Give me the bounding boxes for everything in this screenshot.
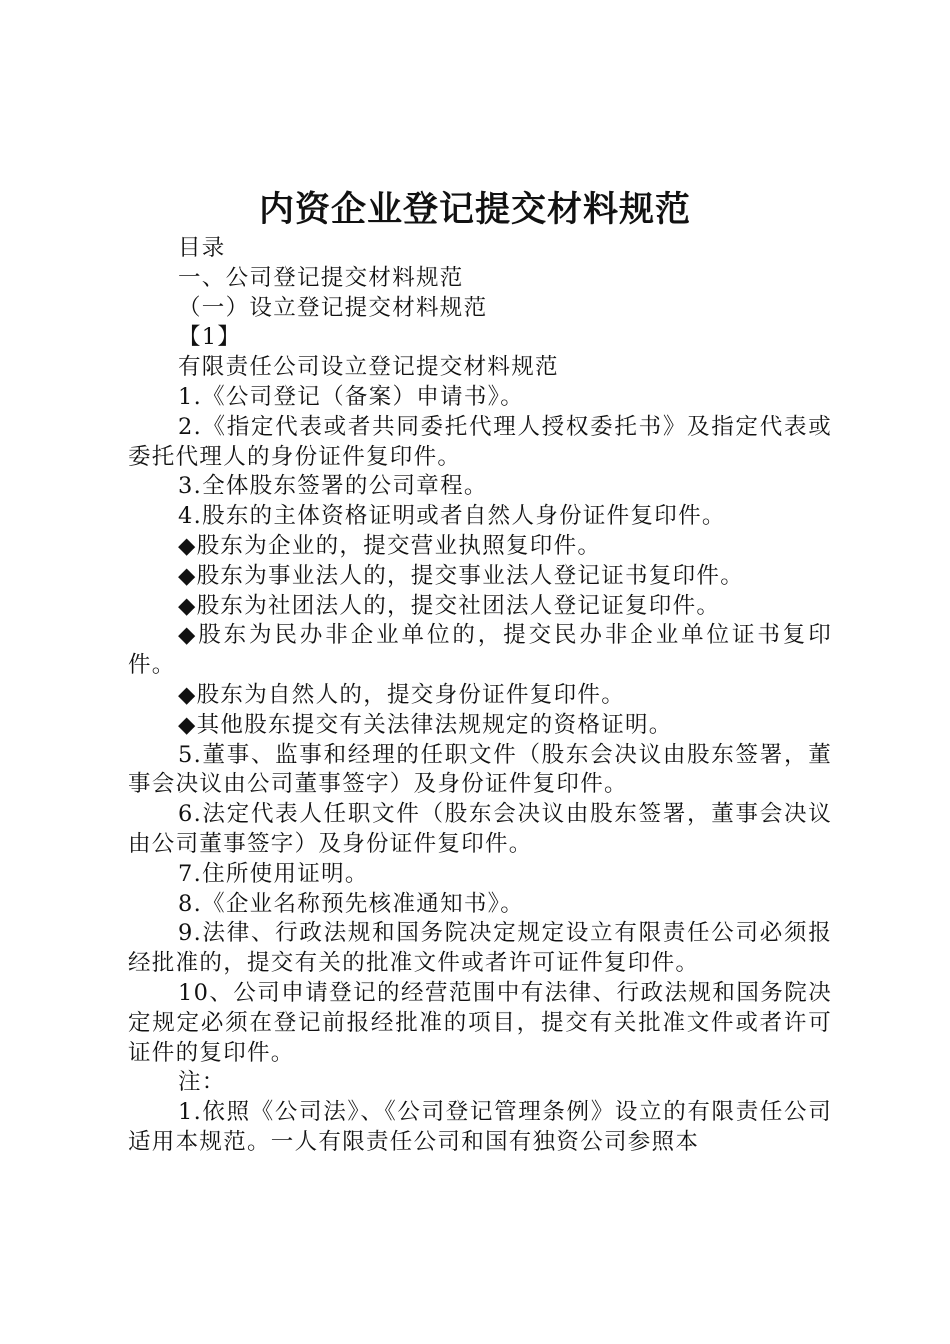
bullet-item: ◆其他股东提交有关法律法规规定的资格证明。	[178, 711, 673, 738]
list-item: 2.《指定代表或者共同委托代理人授权委托书》及指定代表或委托代理人的身份证件复印件。	[128, 413, 832, 470]
document-title: 内资企业登记提交材料规范	[258, 189, 691, 230]
paragraph-note-item: 1.依照《公司法》、《公司登记管理条例》设立的有限责任公司适用本规范。一人有限责任公司和国有独资公司参照本	[128, 1099, 832, 1155]
list-item: 10、公司申请登记的经营范围中有法律、行政法规和国务院决定规定必须在登记前报经批准的项目，提交有关批准文件或者许可证件的复印件。	[128, 979, 832, 1066]
document-body	[128, 234, 832, 1158]
paragraph-note-heading: 注：	[178, 1069, 226, 1096]
bullet-item: ◆股东为社团法人的，提交社团法人登记证复印件。	[178, 592, 721, 619]
paragraph-section-1: 一、公司登记提交材料规范	[178, 264, 464, 291]
list-item: 1.《公司登记（备案）申请书》。	[178, 383, 525, 410]
list-item: 4.股东的主体资格证明或者自然人身份证件复印件。	[178, 503, 726, 530]
bullet-item: ◆股东为民办非企业单位的，提交民办非企业单位证书复印件。	[128, 622, 832, 679]
bullet-item: ◆股东为企业的，提交营业执照复印件。	[178, 532, 602, 559]
paragraph-item-marker: 【1】	[178, 324, 242, 351]
bullet-item: ◆股东为自然人的，提交身份证件复印件。	[178, 681, 626, 708]
list-item: 3.全体股东签署的公司章程。	[178, 473, 488, 500]
list-item: 5.董事、监事和经理的任职文件（股东会决议由股东签署，董事会决议由公司董事签字）及身份证件复印件。	[128, 741, 832, 798]
list-item: 7.住所使用证明。	[178, 860, 369, 887]
list-item: 9.法律、行政法规和国务院决定规定设立有限责任公司必须报经批准的，提交有关的批准文件或者许可证件复印件。	[128, 920, 832, 977]
paragraph-subsection-1: （一）设立登记提交材料规范	[178, 294, 488, 321]
bullet-item: ◆股东为事业法人的，提交事业法人登记证书复印件。	[178, 562, 745, 589]
paragraph-toc-heading: 目录	[178, 235, 226, 261]
paragraph-llc-heading: 有限责任公司设立登记提交材料规范	[178, 354, 559, 381]
list-item: 8.《企业名称预先核准通知书》。	[178, 890, 525, 917]
list-item: 6.法定代表人任职文件（股东会决议由股东签署，董事会决议由公司董事签字）及身份证件复印件。	[128, 801, 832, 857]
